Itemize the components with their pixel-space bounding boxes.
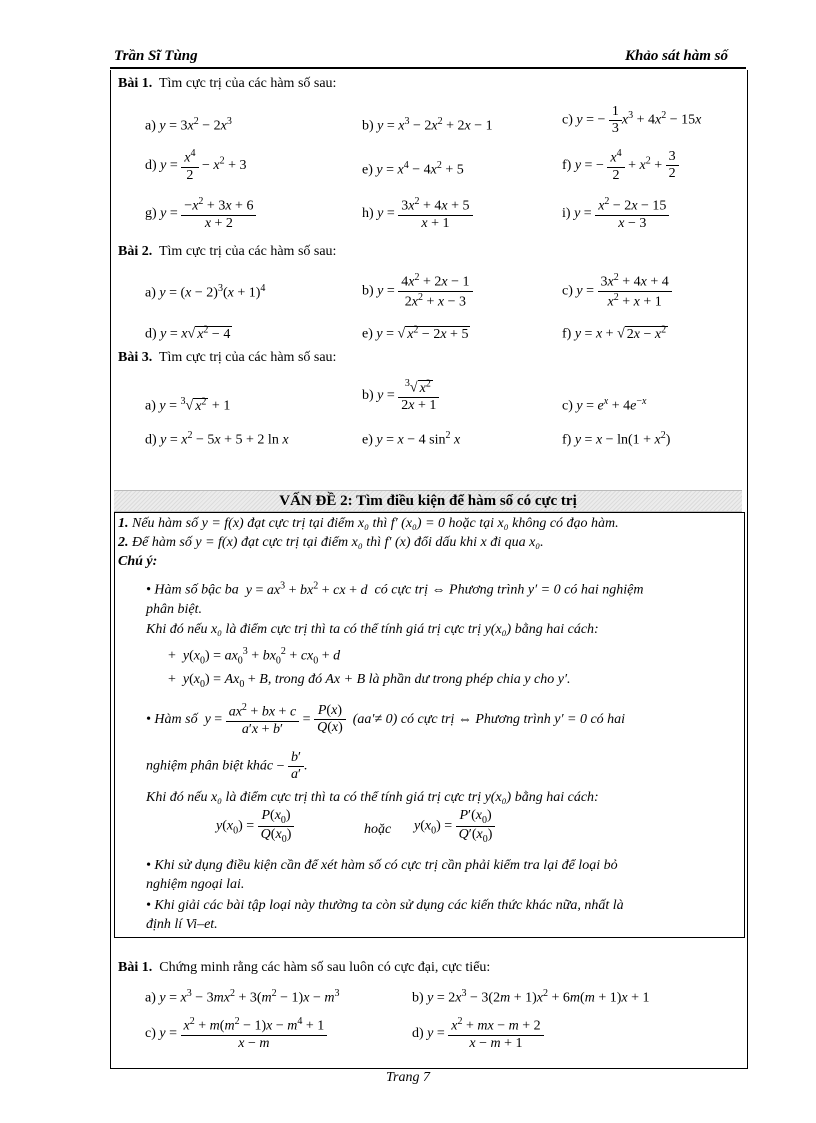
page-number: Trang 7 <box>386 1070 430 1085</box>
formula-s2-d: d) y = $\frac{x^2 + mx - m + 2}{x - m + 1}$ <box>412 1016 544 1052</box>
formula-s2-c: c) y = $\frac{x^2 + m(m^2 - 1)x - m^4 + 1}{x - m}$ <box>145 1016 327 1052</box>
formula-2c: c) y = $\frac{3x^2 + 4x + 4}{x^2 + x + 1}$ <box>562 272 672 310</box>
exercise-1 <box>118 76 336 92</box>
header-rule <box>110 67 746 69</box>
formula-s2-b: b) $y = 2x^3 - 3(2m + 1)x^2 + 6m(m + 1)x + 1$ <box>412 988 650 1006</box>
formula-1i: i) y = $\frac{x^2 - 2x - 15}{x - 3}$ <box>562 196 669 232</box>
formula-1h: h) y = $\frac{3x^2 + 4x + 5}{x + 1}$ <box>362 196 473 232</box>
exercise-label: Bài 1. <box>118 76 153 91</box>
rational-note-cont: nghiệm phân biệt khác − $\frac{b'}{a'}$ . <box>146 750 308 782</box>
way-2: + $y(x_0) = Ax_0 + B$, trong đó Ax + B là phần dư trong phép chia y cho y′. <box>168 672 571 690</box>
exercise-3: Bài 3. Tìm cực trị của các hàm số sau: <box>118 350 337 365</box>
formula-2e: e) y = √ $x^2 - 2x + 5$ <box>362 324 469 342</box>
rule-1: 1. Nếu hàm số y = f(x) đạt cực trị tại điểm x₀ thì f′ (x₀) = 0 hoặc tại x₀ không có đạo hàm. <box>118 516 619 531</box>
formula-3d: d) $y = x^2 - 5x + 5 + 2$ ln x <box>145 430 289 448</box>
formula-2b: b) y = $\frac{4x^2 + 2x - 1}{2x^2 + x - 3}$ <box>362 272 473 310</box>
cubic-note-cont: phân biệt. <box>146 602 202 617</box>
value-formula-2: $y(x_0)$ = $\frac{P'(x_0)}{Q'(x_0)}$ <box>414 808 495 845</box>
extra-note-1: • Khi sử dụng điều kiện cần để xét hàm số có cực trị cần phải kiểm tra lại để loại bỏ <box>146 858 618 873</box>
formula-1f: f) y = − $\frac{x^4}{2}$ + $x^2$ + $\frac{3}{2}$ <box>562 148 679 184</box>
formula-2a: a) $y = (x - 2)^3(x + 1)^4$ <box>145 283 266 301</box>
header-topic: Khảo sát hàm số <box>625 48 728 64</box>
formula-1g: g) y = $\frac{-x^2 + 3x + 6}{x + 2}$ <box>145 196 256 232</box>
exercise-2: Bài 2. Tìm cực trị của các hàm số sau: <box>118 244 337 259</box>
extra-note-2: • Khi giải các bài tập loại này thường ta còn sử dụng các kiến thức khác nữa, nhất là <box>146 898 624 913</box>
value-note: Khi đó nếu x₀ là điểm cực trị thì ta có thể tính giá trị cực trị y(x₀) bằng hai cách: <box>146 622 599 637</box>
extra-note-1-cont: nghiệm ngoại lai. <box>146 877 245 892</box>
header-author: Trần Sĩ Tùng <box>114 48 198 64</box>
formula-s2-a: a) $y = x^3 - 3mx^2 + 3(m^2 - 1)x - m^3$ <box>145 988 340 1006</box>
formula-3b: b) y = $\frac{^3√ x^2}{2x + 1}$ <box>362 378 439 414</box>
note-label: Chú ý: <box>118 554 158 569</box>
way-1: + $y(x_0) = ax_0^3 + bx_0^2 + cx_0 + d$ <box>168 646 341 667</box>
exercise-2-1: Bài 1. Chứng minh rằng các hàm số sau luôn có cực đại, cực tiểu: <box>118 960 491 975</box>
cubic-note: • Hàm số bậc ba $y = ax^3 + bx^2$ + cx + d có cực trị ⇔ Phương trình y′ = 0 có hai nghiệm <box>146 580 644 598</box>
formula-1e: e) $y = x^4 - 4x^2 + 5$ <box>362 160 464 178</box>
extra-note-2-cont: định lí Vi–et. <box>146 917 218 932</box>
formula-1b: b) $y = x^3 - 2x^2 + 2x - 1$ <box>362 116 493 134</box>
formula-3c: c) $y = e^x + 4e^{-x}$ <box>562 396 647 414</box>
formula-1c: c) y = − $\frac{1}{3}$ $x^3 + 4x^2 - 15x$ <box>562 104 702 136</box>
formula-2f: f) y = x + √ $2x - x^2$ <box>562 324 667 342</box>
exercise-title: Tìm cực trị của các hàm số sau: <box>158 76 337 91</box>
rule-2: 2. Để hàm số y = f(x) đạt cực trị tại điểm x₀ thì f′ (x) đổi dấu khi x đi qua x₀. <box>118 535 544 550</box>
formula-1d: d) y = $\frac{x^4}{2}$ − $x^2 + 3$ <box>145 148 247 183</box>
formula-3e: e) y = x − 4 $\sin^2 x$ <box>362 430 461 448</box>
or-label: hoặc <box>364 822 392 837</box>
formula-1a: a) $y = 3x^2 - 2x^3$ <box>145 116 232 134</box>
value-note-2: Khi đó nếu x₀ là điểm cực trị thì ta có thể tính giá trị cực trị y(x₀) bằng hai cách: <box>146 790 599 805</box>
formula-2d: d) y = x√ $x^2 - 4$ <box>145 324 231 342</box>
formula-3a: a) y = $^3$√ $x^2 + 1$ <box>145 396 231 414</box>
formula-3f: f) $y = x - \ln(1 + x^2)$ <box>562 430 671 448</box>
value-formula-1: $y(x_0)$ = $\frac{P(x_0)}{Q(x_0)}$ <box>216 808 294 845</box>
section-banner: VẤN ĐỀ 2: Tìm điều kiện để hàm số có cực trị <box>114 490 742 512</box>
rational-note: • Hàm số y = $\frac{ax^2 + bx + c}{a'x + b'}$ = $\frac{P(x)}{Q(x)}$ (aa′≠ 0) có cực trị ⇔ Phương trình y′ = 0 có hai <box>146 702 626 737</box>
